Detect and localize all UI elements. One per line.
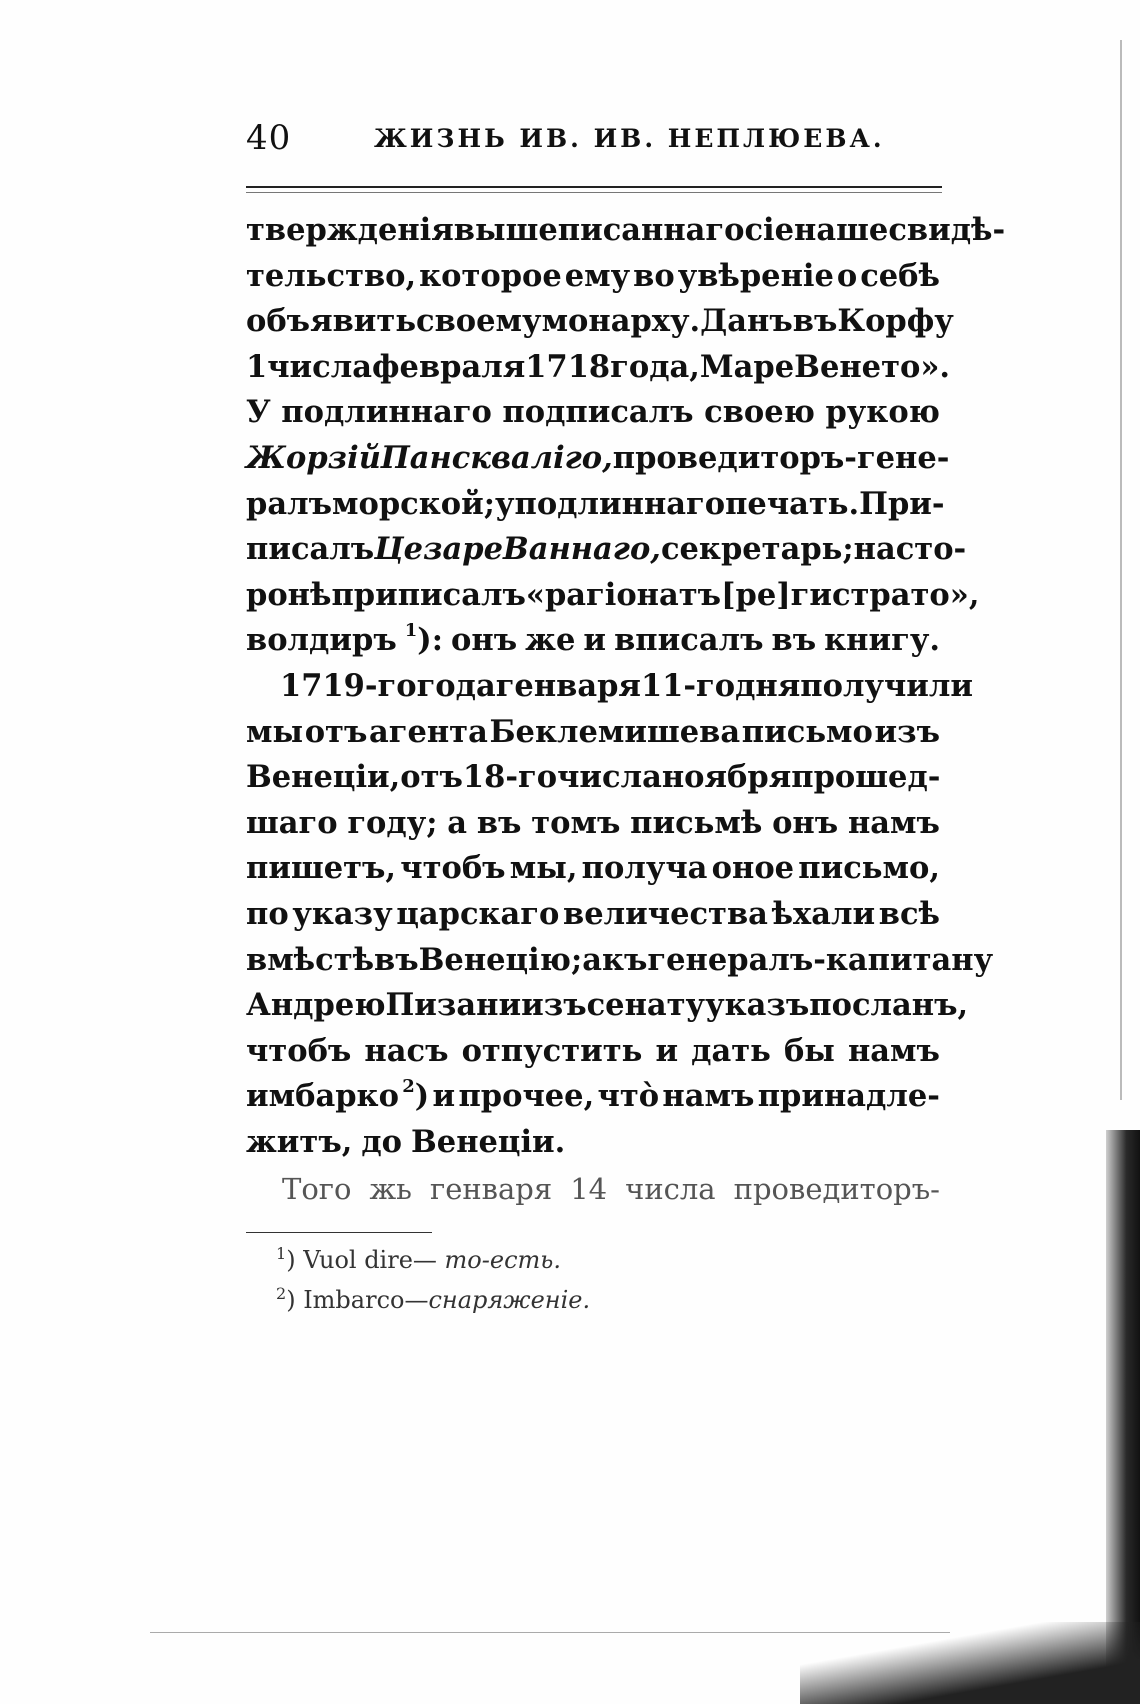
text-line: по указу царскаго величества ѣхали всѣ <box>246 895 940 932</box>
text-line: твержденія вышеписаннаго сіе наше свидѣ- <box>246 212 1006 248</box>
scan-dark-edge <box>1106 1130 1140 1704</box>
footnote-rule <box>246 1232 432 1233</box>
text-line: 1719-го года генваря 11-го дня получили <box>280 667 974 704</box>
text-line: объявить своему монарху. Данъ въ Корфу <box>246 303 954 340</box>
footnote-text: Imbarco—снаряженіе. <box>303 1286 591 1314</box>
text-line: Андрею Пизани изъ сенату указъ посланъ, <box>246 987 969 1024</box>
footnote-text: Vuol dire— то-есть. <box>303 1246 561 1274</box>
text-line: писалъ Цезаре Ваннаго, секретарь; на сто- <box>246 531 967 568</box>
footnote-mark: 1 <box>276 1244 287 1263</box>
text-line: житъ, до Венеціи. <box>246 1123 566 1160</box>
text-line: мы отъ агента Беклемишева письмо изъ <box>246 713 940 750</box>
running-title: ЖИЗНЬ ИВ. ИВ. НЕПЛЮЕВА. <box>374 124 885 153</box>
text-line: вмѣстѣ въ Венецію; а къ генералъ-капитану <box>246 941 994 978</box>
body-text <box>246 208 1006 1165</box>
header-rule <box>246 186 942 193</box>
text-line: чтобъ насъ отпустить и дать бы намъ <box>246 1032 940 1069</box>
text-line: тельство, которое ему во увѣреніе о себѣ <box>246 257 940 294</box>
text-line: У подлиннаго подписалъ своею рукою <box>246 394 940 431</box>
text-line: шаго году; а въ томъ письмѣ онъ намъ <box>246 804 940 841</box>
text-line: пишетъ, чтобъ мы, получа оное письмо, <box>246 850 940 887</box>
text-line: Жорзій Панскваліго, проведиторъ-гене- <box>246 439 950 476</box>
text-line: ралъ морской; у подлиннаго печать. При- <box>246 485 945 522</box>
text-line: Венеціи, отъ 18-го числа ноября прошед- <box>246 759 941 796</box>
text-line: 1 числа февраля 1718 года, Маре Венето». <box>246 348 951 385</box>
text-line: ронѣ приписалъ «рагіонатъ [ре]гистрато», <box>246 576 980 613</box>
footnote-mark: 2 <box>276 1284 287 1303</box>
footnotes <box>276 1240 590 1320</box>
page-number: 40 <box>246 118 292 158</box>
text-line: волдиръ $^1$): онъ же и вписалъ въ книгу. <box>246 620 940 659</box>
footnote-1: $^1$) Vuol dire— то-есть. <box>276 1244 561 1274</box>
faded-last-line: Того жь генваря 14 числа проведиторъ- <box>282 1172 940 1206</box>
footnote-2: $^2$) Imbarco—снаряженіе. <box>276 1284 591 1314</box>
page-header <box>246 118 946 166</box>
page-edge-line <box>1120 40 1122 1100</box>
scan-bottom-shadow <box>800 1622 1140 1704</box>
text-line: имбарко $^2$) и прочее, что̀ намъ принадле- <box>246 1076 940 1115</box>
